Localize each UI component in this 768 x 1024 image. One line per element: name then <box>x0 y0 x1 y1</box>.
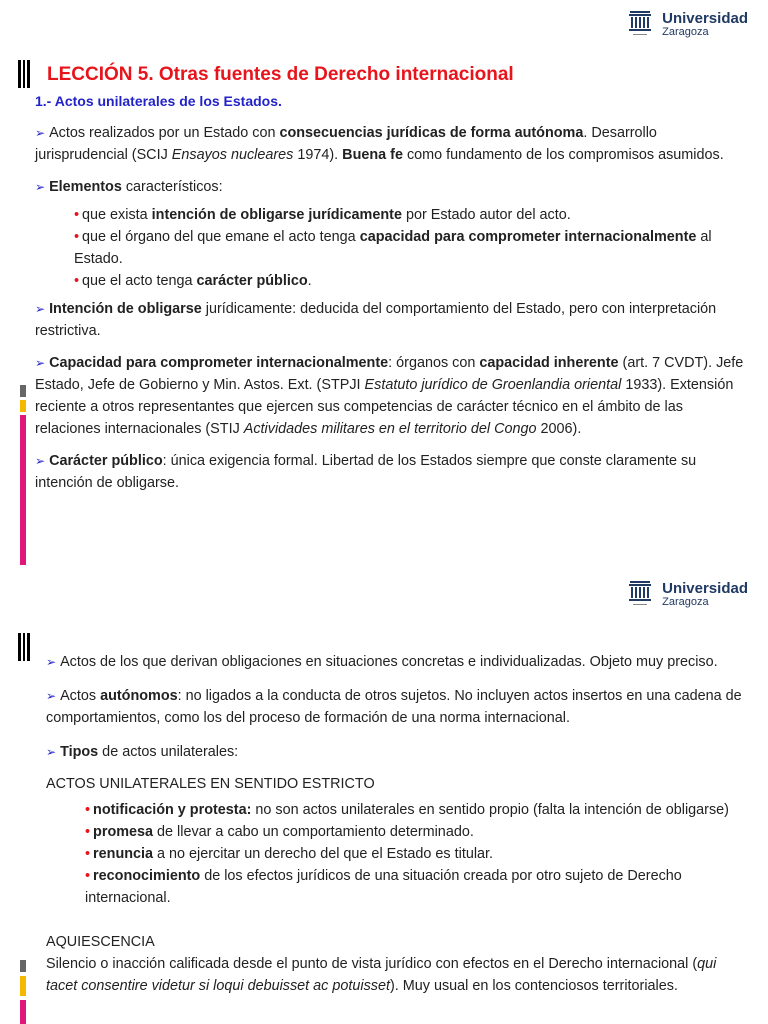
heading-acquiescence: AQUIESCENCIA <box>46 934 155 950</box>
lesson-title: LECCIÓN 5. Otras fuentes de Derecho internacional <box>47 64 514 85</box>
arrow-right-icon: ➢ <box>35 356 46 370</box>
paragraph-elements: ➢ Elementos característicos: <box>35 179 223 195</box>
accent-bar-magenta <box>20 415 26 565</box>
accent-bar-gray <box>20 385 26 397</box>
list-item: • promesa de llevar a cabo un comportamiento determinado. <box>85 824 474 840</box>
list-item: • reconocimiento de los efectos jurídicos de una situación creada por otro sujeto de Derecho internacional. <box>85 868 682 906</box>
paragraph-acquiescence: Silencio o inacción calificada desde el punto de vista jurídico con efectos en el Derecho internacional (qui tacet consentire videtur si loqui debuisset ac potuisset). Muy usual en los contenciosos territoriales. <box>46 956 717 994</box>
accent-bar-magenta <box>20 1000 26 1024</box>
logo-title: Universidad <box>662 9 748 27</box>
arrow-right-icon: ➢ <box>35 302 46 316</box>
types-list <box>46 799 750 909</box>
elements-list <box>35 204 750 292</box>
list-item: • que el acto tenga carácter público. <box>74 273 312 289</box>
paragraph-types: ➢ Tipos de actos unilaterales: <box>46 744 239 760</box>
accent-bar-gray <box>20 960 26 972</box>
arrow-right-icon: ➢ <box>35 454 46 468</box>
accent-bar-yellow <box>20 976 26 996</box>
vertical-bars-icon <box>18 633 30 661</box>
university-logo <box>628 580 748 608</box>
vertical-bars-icon <box>18 60 30 88</box>
paragraph-capacity: ➢ Capacidad para comprometer internacionalmente: órganos con capacidad inherente (art. 7 CVDT). Jefe Estado, Jefe de Gobierno y Min. Astos. Ext. (STPJI Estatuto jurídico de Groenlandia oriental 1933). Extensión reciente a otros representantes que ejercen sus competencias de carácter técnico en el ámbito de las relaciones internacionales (STIJ Actividades militares en el territorio del Congo 2006). <box>35 355 744 437</box>
slide1-body <box>35 122 750 494</box>
arrow-right-icon: ➢ <box>35 180 46 194</box>
paragraph-public: ➢ Carácter público: única exigencia formal. Libertad de los Estados siempre que conste claramente su intención de obligarse. <box>35 453 697 491</box>
arrow-right-icon: ➢ <box>46 689 57 703</box>
arrow-right-icon: ➢ <box>46 655 57 669</box>
university-logo <box>628 10 748 38</box>
slide-2 <box>0 570 768 1024</box>
accent-bar-yellow <box>20 400 26 412</box>
paragraph-autonomous: ➢ Actos autónomos: no ligados a la conducta de otros sujetos. No incluyen actos insertos en una cadena de comportamientos, como los del proceso de formación de una norma internacional. <box>46 688 742 726</box>
logo-subtitle: Zaragoza <box>662 595 709 608</box>
arrow-right-icon: ➢ <box>46 745 57 759</box>
slide2-body <box>46 651 750 997</box>
list-item: • que exista intención de obligarse jurídicamente por Estado autor del acto. <box>74 207 571 223</box>
university-building-icon <box>628 10 652 38</box>
section-subtitle: 1.- Actos unilaterales de los Estados. <box>35 93 282 109</box>
heading-strict-acts: ACTOS UNILATERALES EN SENTIDO ESTRICTO <box>46 776 375 792</box>
list-item: • notificación y protesta: no son actos unilaterales en sentido propio (falta la intención de obligarse) <box>85 802 729 818</box>
paragraph-definition: ➢ Actos realizados por un Estado con consecuencias jurídicas de forma autónoma. Desarrollo jurisprudencial (SCIJ Ensayos nucleares 1974). Buena fe como fundamento de los compromisos asumidos. <box>35 125 724 163</box>
list-item: • que el órgano del que emane el acto tenga capacidad para comprometer internacionalmente al Estado. <box>74 229 712 267</box>
arrow-right-icon: ➢ <box>35 126 46 140</box>
logo-subtitle: Zaragoza <box>662 25 709 38</box>
list-item: • renuncia a no ejercitar un derecho del que el Estado es titular. <box>85 846 494 862</box>
university-building-icon <box>628 580 652 608</box>
paragraph-intention: ➢ Intención de obligarse jurídicamente: deducida del comportamiento del Estado, pero con interpretación restrictiva. <box>35 301 717 339</box>
paragraph-obligations: ➢ Actos de los que derivan obligaciones en situaciones concretas e individualizadas. Objeto muy preciso. <box>46 654 718 670</box>
logo-title: Universidad <box>662 579 748 597</box>
